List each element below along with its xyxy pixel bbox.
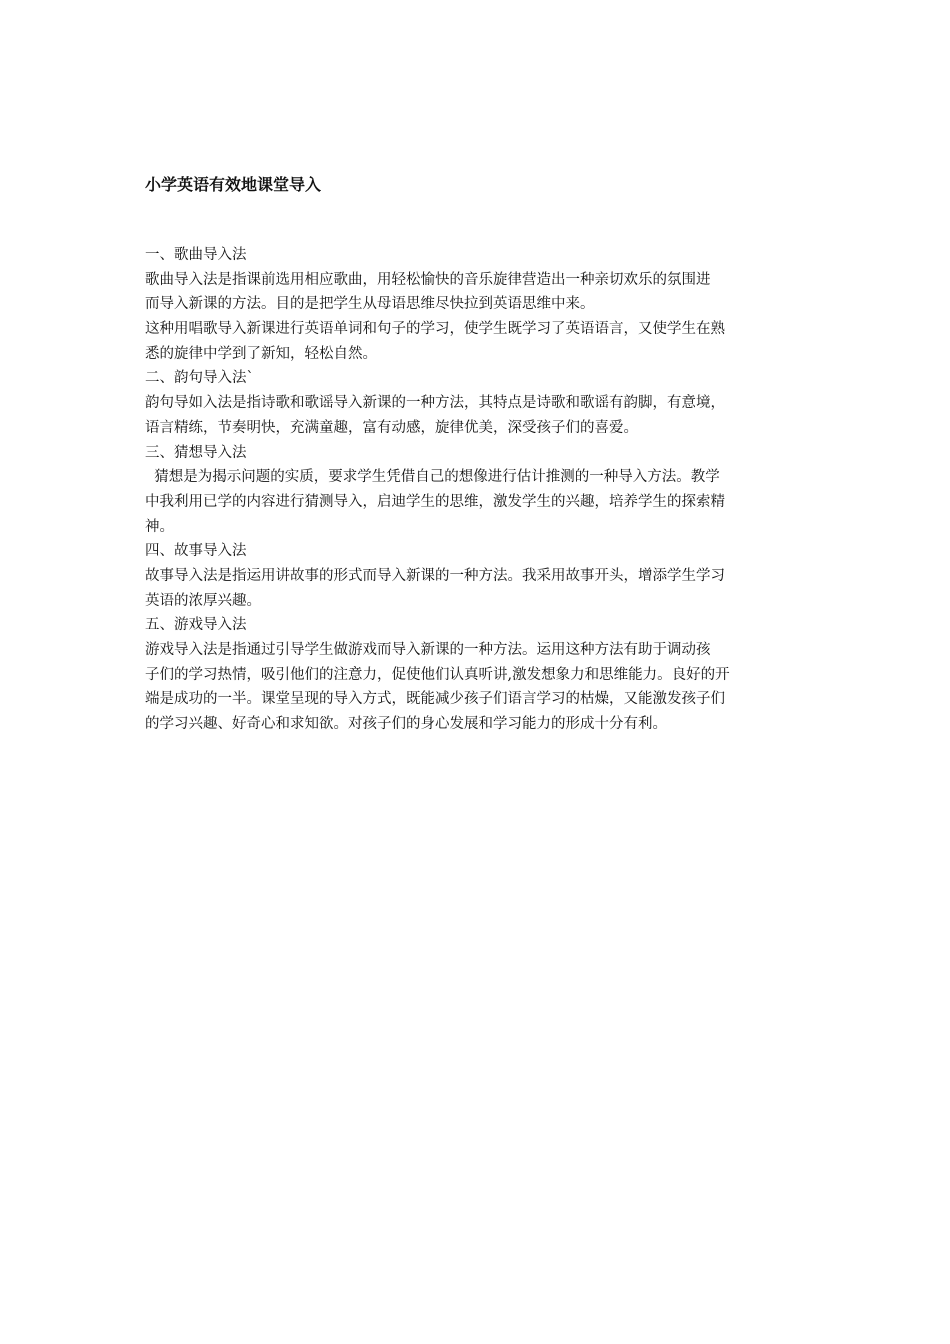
paragraph-line: 而导入新课的方法。目的是把学生从母语思维尽快拉到英语思维中来。 xyxy=(145,296,595,313)
paragraph-line: 中我利用已学的内容进行猜测导入，启迪学生的思维，激发学生的兴趣，培养学生的探索精 xyxy=(145,493,725,510)
document-title: 小学英语有效地课堂导入 xyxy=(145,175,322,194)
paragraph-line: 子们的学习热情，吸引他们的注意力，促使他们认真听讲,激发想象力和思维能力。良好的开 xyxy=(145,666,730,683)
paragraph-line: 神。 xyxy=(145,518,174,535)
paragraph-line: 韵句导如入法是指诗歌和歌谣导入新课的一种方法，其特点是诗歌和歌谣有韵脚，有意境， xyxy=(145,395,725,412)
paragraph-line: 这种用唱歌导入新课进行英语单词和句子的学习，使学生既学习了英语语言，又使学生在熟 xyxy=(145,321,725,338)
section-heading-song: 一、歌曲导入法 xyxy=(145,247,247,263)
section-heading-game: 五、游戏导入法 xyxy=(145,617,247,634)
paragraph-line: 英语的浓厚兴趣。 xyxy=(145,592,261,609)
paragraph-line: 故事导入法是指运用讲故事的形式而导入新课的一种方法。我采用故事开头，增添学生学习 xyxy=(145,567,725,584)
paragraph-line: 端是成功的一半。课堂呈现的导入方式，既能减少孩子们语言学习的枯燥，又能激发孩子们 xyxy=(145,691,725,708)
paragraph-line: 歌曲导入法是指课前选用相应歌曲，用轻松愉快的音乐旋律营造出一种亲切欢乐的氛围进 xyxy=(145,271,711,288)
section-heading-story: 四、故事导入法 xyxy=(145,543,247,560)
section-heading-rhyme: 二、韵句导入法` xyxy=(145,370,254,387)
document-body xyxy=(145,243,810,737)
section-heading-guess: 三、猜想导入法 xyxy=(145,444,247,461)
paragraph-line: 悉的旋律中学到了新知，轻松自然。 xyxy=(145,345,377,362)
paragraph-line: 游戏导入法是指通过引导学生做游戏而导入新课的一种方法。运用这种方法有助于调动孩 xyxy=(145,642,711,658)
paragraph-line: 语言精练，节奏明快，充满童趣，富有动感，旋律优美，深受孩子们的喜爱。 xyxy=(145,419,638,436)
paragraph-line: 猜想是为揭示问题的实质，要求学生凭借自己的想像进行估计推测的一种导入方法。教学 xyxy=(145,469,720,486)
paragraph-line: 的学习兴趣、好奇心和求知欲。对孩子们的身心发展和学习能力的形成十分有利。 xyxy=(145,716,667,733)
